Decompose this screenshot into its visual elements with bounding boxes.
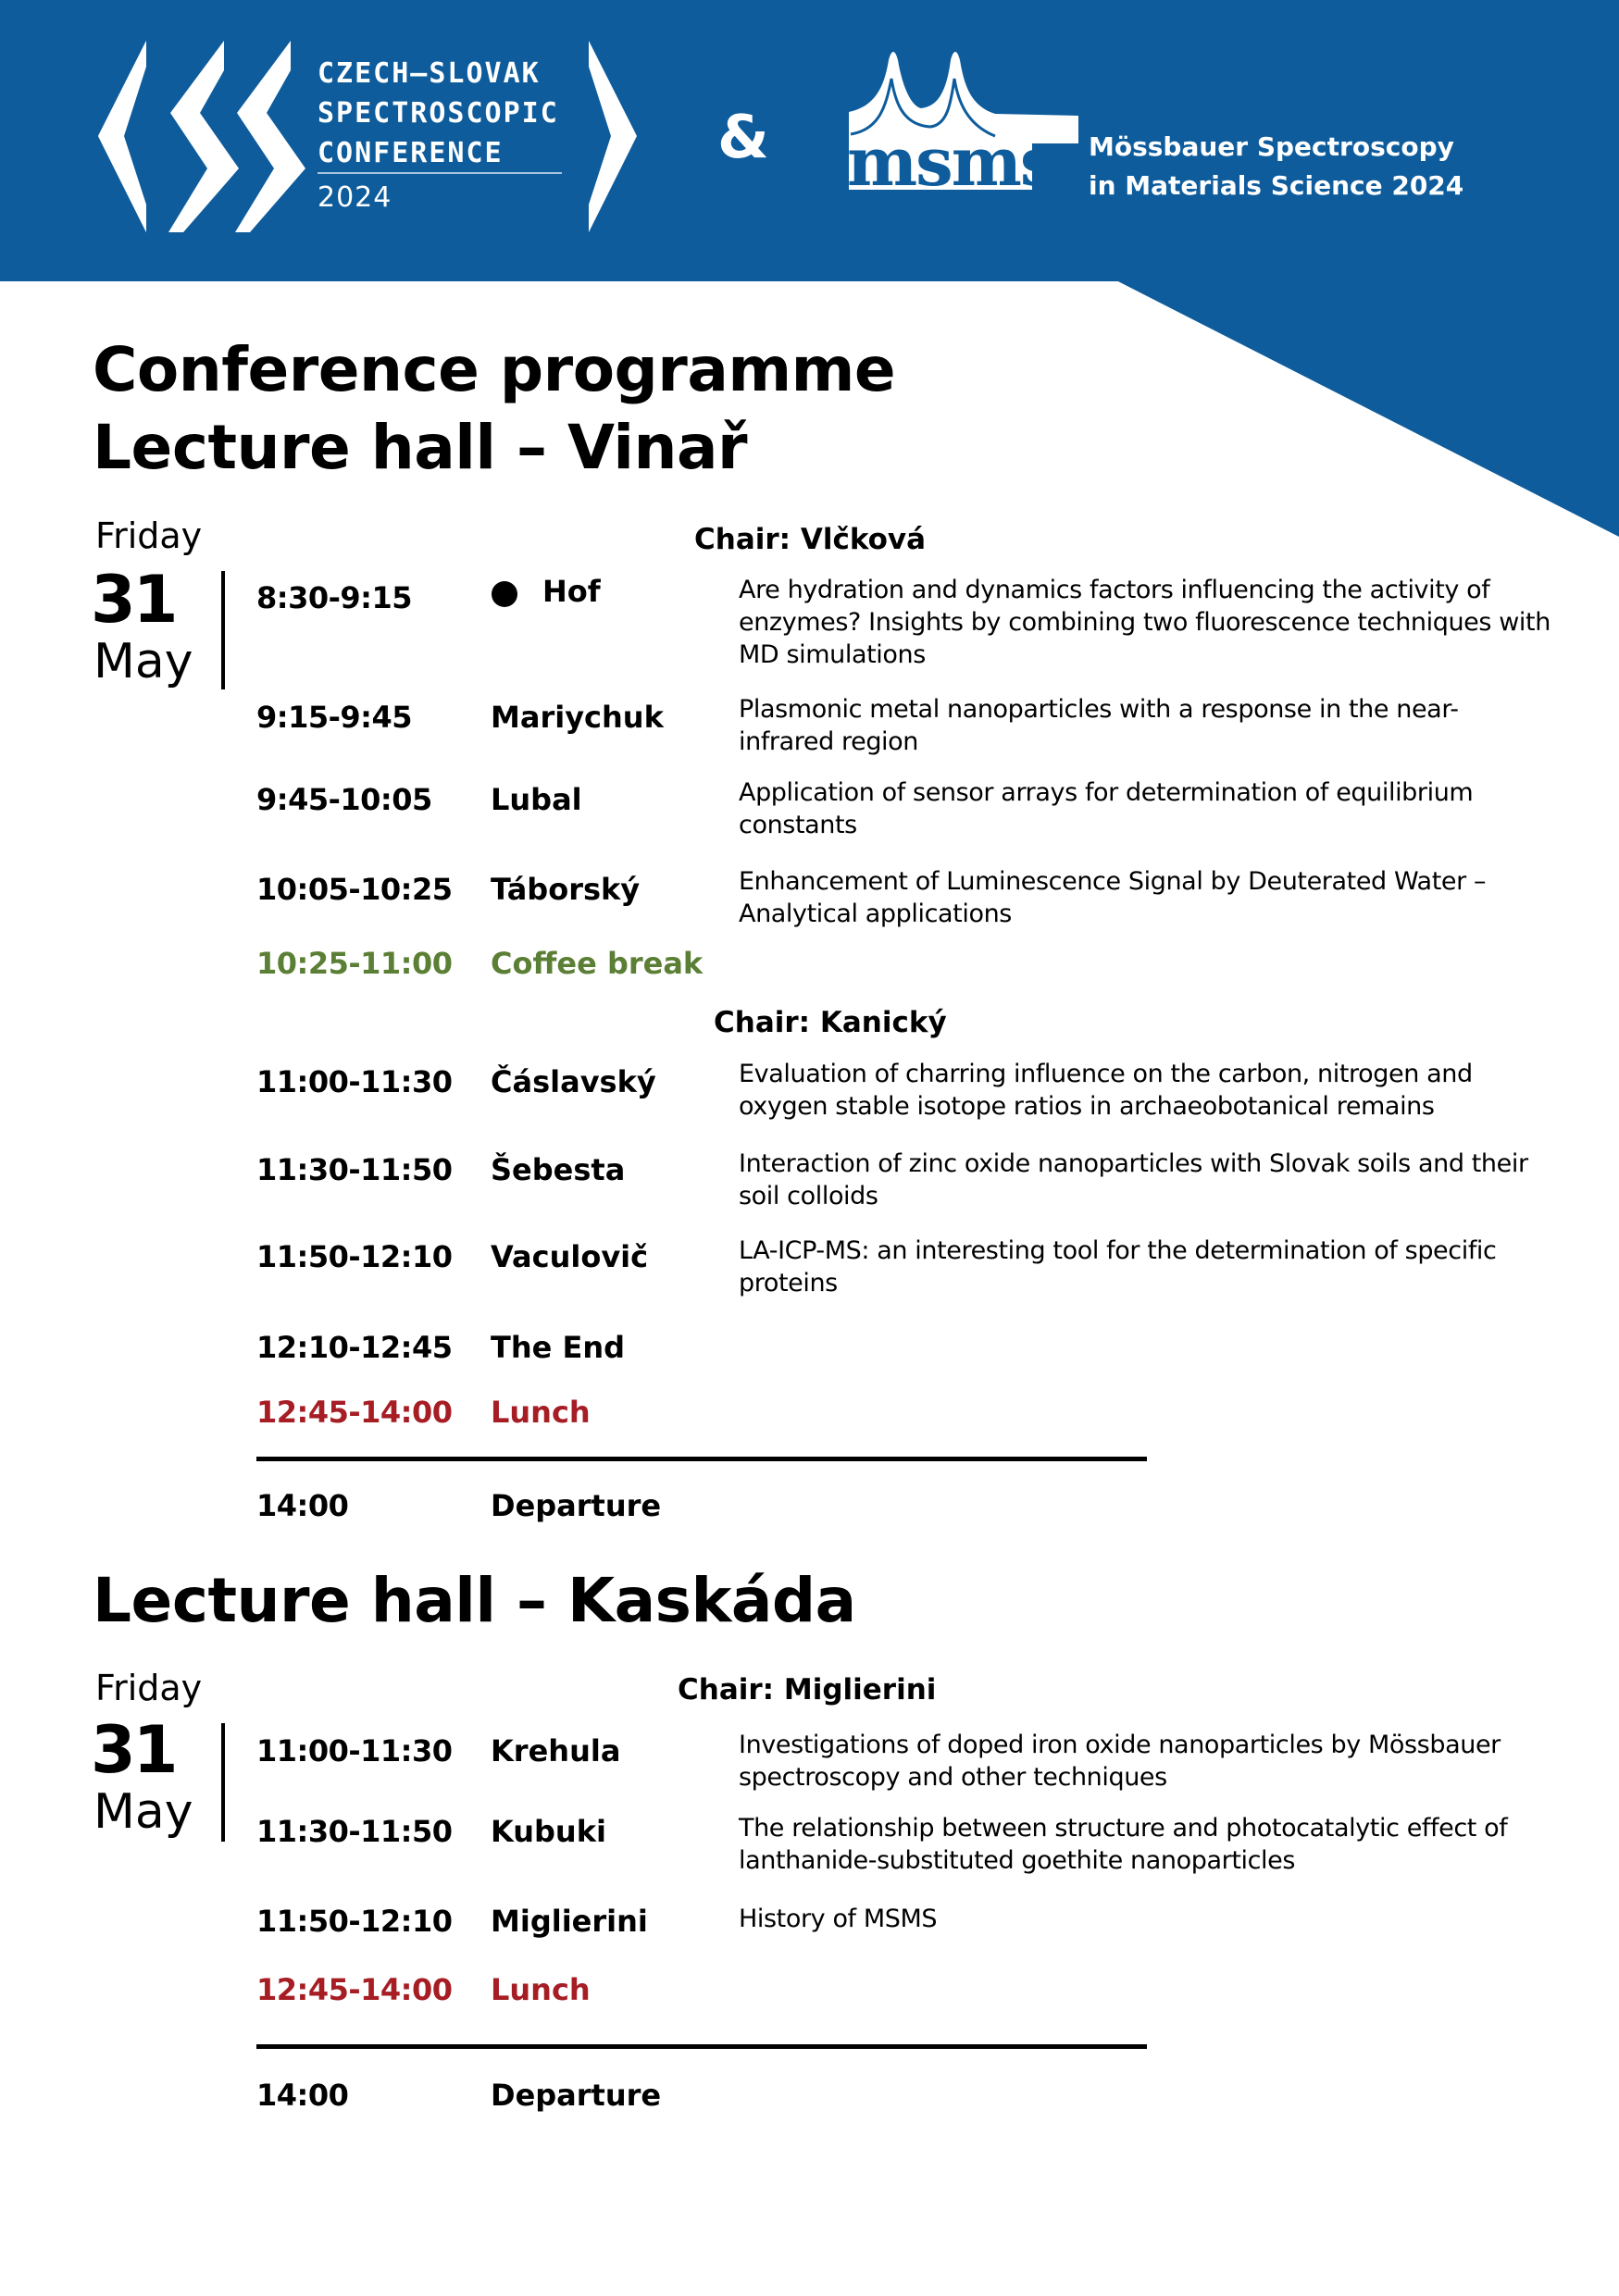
vinar-date-number: 31: [91, 562, 176, 638]
kaskada-month: May: [93, 1784, 193, 1840]
lunch-label: Lunch: [491, 1395, 591, 1430]
section-title-vinar: Lecture hall – Vinař: [93, 412, 748, 483]
row-talk-title: Plasmonic metal nanoparticles with a response in the near-infrared region: [739, 695, 1459, 756]
row-talk-title: The relationship between structure and photocatalytic effect of lanthanide-substituted goethite nanoparticles: [739, 1814, 1508, 1875]
row-time: 11:00-11:30: [256, 1064, 453, 1099]
msms-logo-line-2: in Materials Science 2024: [1089, 170, 1464, 201]
row-talk-title: History of MSMS: [739, 1905, 938, 1933]
row-time: 11:30-11:50: [256, 1814, 453, 1849]
css-logo-year: 2024: [318, 181, 392, 214]
row-time: 12:10-12:45: [256, 1330, 453, 1365]
row-talk-title: Enhancement of Luminescence Signal by Deuterated Water – Analytical applications: [739, 867, 1487, 928]
kaskada-day: Friday: [95, 1668, 203, 1708]
row-time: 11:50-12:10: [256, 1904, 453, 1939]
row-speaker: Miglierini: [491, 1904, 648, 1939]
css-logo-line-2: SPECTROSCOPIC: [318, 97, 559, 130]
row-time: 9:45-10:05: [256, 782, 432, 817]
chair-miglierini: Chair: Miglierini: [678, 1673, 937, 1706]
row-speaker: Krehula: [491, 1733, 621, 1769]
vinar-date-divider: [221, 571, 225, 689]
coffee-break-time: 10:25-11:00: [256, 946, 453, 981]
row-talk-title: LA-ICP-MS: an interesting tool for the determination of specific proteins: [739, 1236, 1497, 1297]
css-logo-line-3: CONFERENCE: [318, 137, 504, 169]
row-time: 11:50-12:10: [256, 1239, 453, 1274]
section-divider: [256, 2044, 1147, 2049]
lunch-time: 12:45-14:00: [256, 1395, 453, 1430]
row-speaker: Vaculovič: [491, 1239, 649, 1274]
css-logo-text: [318, 54, 559, 173]
row-talk-title: Investigations of doped iron oxide nanoparticles by Mössbauer spectroscopy and other techniques: [739, 1731, 1501, 1792]
row-speaker: Táborský: [491, 872, 641, 907]
ampersand: &: [717, 104, 769, 172]
row-time: 11:30-11:50: [256, 1152, 453, 1187]
lunch-time: 12:45-14:00: [256, 1972, 453, 2007]
row-talk-title: Evaluation of charring influence on the carbon, nitrogen and oxygen stable isotope ratios in archaeobotanical remains: [739, 1060, 1473, 1121]
section-divider: [256, 1457, 1147, 1461]
css-logo-right-chevron-icon: [583, 41, 639, 235]
row-talk-title: Interaction of zinc oxide nanoparticles with Slovak soils and their soil colloids: [739, 1149, 1528, 1210]
chair-kanicky: Chair: Kanický: [714, 1006, 947, 1039]
departure-time: 14:00: [256, 2078, 349, 2113]
departure-label: Departure: [491, 2078, 662, 2113]
row-speaker: Lubal: [491, 782, 582, 817]
departure-label: Departure: [491, 1488, 662, 1523]
msms-logo-wordmark: msms: [847, 122, 1056, 201]
row-talk-title: Are hydration and dynamics factors influencing the activity of enzymes? Insights by combining two fluorescence techniques with MD simulations: [739, 576, 1551, 669]
lunch-label: Lunch: [491, 1972, 591, 2007]
coffee-break-label: Coffee break: [491, 946, 704, 981]
row-speaker: Kubuki: [491, 1814, 606, 1849]
msms-logo-line-1: Mössbauer Spectroscopy: [1089, 131, 1454, 162]
row-speaker: Hof: [542, 574, 601, 609]
row-speaker: Čáslavský: [491, 1064, 656, 1099]
vinar-day: Friday: [95, 515, 203, 556]
row-time: 11:00-11:30: [256, 1733, 453, 1769]
row-speaker: The End: [491, 1330, 625, 1365]
css-logo-divider: [318, 172, 562, 174]
vinar-month: May: [93, 634, 193, 689]
row-talk-title: Application of sensor arrays for determination of equilibrium constants: [739, 778, 1474, 839]
row-time: 8:30-9:15: [256, 580, 412, 615]
msms-logo-text: [1089, 128, 1463, 205]
page-title: Conference programme: [93, 334, 896, 405]
section-title-kaskada: Lecture hall – Kaskáda: [93, 1565, 856, 1636]
css-logo-line-1: CZECH–SLOVAK: [318, 57, 541, 90]
chair-vlckova: Chair: Vlčková: [694, 523, 927, 556]
bullet-icon: [492, 581, 517, 607]
kaskada-date-divider: [221, 1723, 225, 1842]
row-speaker: Mariychuk: [491, 700, 664, 735]
kaskada-date-number: 31: [91, 1712, 176, 1788]
row-time: 10:05-10:25: [256, 872, 453, 907]
departure-time: 14:00: [256, 1488, 349, 1523]
row-time: 9:15-9:45: [256, 700, 412, 735]
row-speaker: Šebesta: [491, 1152, 626, 1187]
